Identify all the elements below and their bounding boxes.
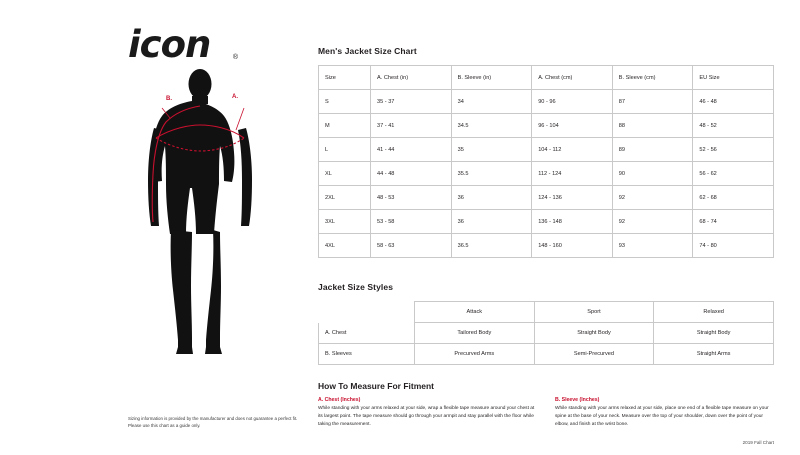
cell-style-sport: Semi-Precurved (534, 344, 654, 365)
cell-style-relaxed: Straight Body (654, 323, 774, 344)
cell-sleeve-in: 34 (451, 90, 532, 114)
footer-chart-version: 2019 Fall Chart (742, 440, 774, 445)
table-row (319, 162, 774, 186)
how-to-measure-sleeve (555, 397, 774, 428)
cell-chest-cm: 112 - 124 (532, 162, 613, 186)
column-header-eu-size: EU Size (693, 66, 774, 90)
cell-sleeve-cm: 89 (612, 138, 693, 162)
cell-size: L (319, 138, 371, 162)
column-header-blank (319, 302, 415, 323)
cell-sleeve-cm: 92 (612, 210, 693, 234)
cell-sleeve-in: 35 (451, 138, 532, 162)
cell-sleeve-in: 34.5 (451, 114, 532, 138)
table-header-row (319, 66, 774, 90)
cell-sleeve-cm: 87 (612, 90, 693, 114)
table-row (319, 210, 774, 234)
cell-chest-cm: 148 - 160 (532, 234, 613, 258)
measurement-label-a: A. (232, 94, 238, 100)
cell-style-attack: Tailored Body (415, 323, 535, 344)
table-header-row (319, 302, 774, 323)
cell-style-relaxed: Straight Arms (654, 344, 774, 365)
right-panel (312, 0, 800, 455)
brand-logo (128, 23, 238, 66)
size-chart-table (318, 65, 774, 258)
cell-sleeve-cm: 90 (612, 162, 693, 186)
measurement-label-b: B. (166, 96, 172, 102)
cell-eu-size: 74 - 80 (693, 234, 774, 258)
cell-style-measure: B. Sleeves (319, 344, 415, 365)
size-styles-title: Jacket Size Styles (318, 282, 394, 292)
cell-eu-size: 52 - 56 (693, 138, 774, 162)
cell-style-sport: Straight Body (534, 323, 654, 344)
disclaimer-text: Sizing information is provided by the manufacturer and does not guarantee a perfect fit. Please use this chart as a guide only. (128, 416, 298, 428)
cell-chest-cm: 136 - 148 (532, 210, 613, 234)
table-row (319, 114, 774, 138)
cell-chest-cm: 90 - 96 (532, 90, 613, 114)
cell-eu-size: 48 - 52 (693, 114, 774, 138)
table-row (319, 323, 774, 344)
column-header-chest-cm: A. Chest (cm) (532, 66, 613, 90)
cell-sleeve-cm: 92 (612, 186, 693, 210)
how-to-chest-heading: A. Chest (Inches) (318, 397, 361, 403)
brand-logo-text: icon (128, 23, 211, 66)
left-panel (0, 0, 310, 455)
spacer (318, 365, 774, 381)
cell-chest-in: 53 - 58 (371, 210, 452, 234)
how-to-measure-title: How To Measure For Fitment (318, 381, 435, 391)
column-header-sport: Sport (534, 302, 654, 323)
cell-sleeve-cm: 93 (612, 234, 693, 258)
cell-sleeve-in: 36 (451, 210, 532, 234)
cell-sleeve-in: 36.5 (451, 234, 532, 258)
cell-size: 4XL (319, 234, 371, 258)
column-header-attack: Attack (415, 302, 535, 323)
cell-style-attack: Precurved Arms (415, 344, 535, 365)
registered-mark: ® (232, 54, 238, 61)
table-row (319, 138, 774, 162)
cell-size: 3XL (319, 210, 371, 234)
cell-chest-in: 48 - 53 (371, 186, 452, 210)
cell-eu-size: 46 - 48 (693, 90, 774, 114)
cell-eu-size: 68 - 74 (693, 210, 774, 234)
column-header-sleeve-cm: B. Sleeve (cm) (612, 66, 693, 90)
how-to-measure-columns (318, 397, 774, 428)
how-to-sleeve-body: While standing with your arms relaxed at your side, place one end of a flexible tape measure on your spine at the base of your neck. Measure over the top of your shoulder, down over the point of your elbow, and finish at the wrist bone. (555, 406, 769, 427)
cell-chest-in: 44 - 48 (371, 162, 452, 186)
table-row (319, 90, 774, 114)
how-to-chest-body: While standing with your arms relaxed at your side, wrap a flexible tape measure around your chest at its largest point. The tape measure should go through your armpit and stay parallel with the floor while taking the measurement. (318, 406, 535, 427)
spacer (318, 258, 774, 282)
column-header-relaxed: Relaxed (654, 302, 774, 323)
cell-chest-in: 37 - 41 (371, 114, 452, 138)
how-to-sleeve-heading: B. Sleeve (Inches) (555, 397, 600, 403)
size-chart-title: Men's Jacket Size Chart (318, 46, 417, 56)
table-row (319, 234, 774, 258)
cell-chest-cm: 96 - 104 (532, 114, 613, 138)
column-header-size: Size (319, 66, 371, 90)
cell-chest-cm: 124 - 136 (532, 186, 613, 210)
cell-eu-size: 56 - 62 (693, 162, 774, 186)
cell-style-measure: A. Chest (319, 323, 415, 344)
cell-sleeve-in: 36 (451, 186, 532, 210)
cell-size: XL (319, 162, 371, 186)
body-figure-illustration (140, 68, 260, 358)
how-to-measure-chest (318, 397, 537, 428)
size-styles-table (318, 301, 774, 365)
cell-size: M (319, 114, 371, 138)
cell-chest-in: 58 - 63 (371, 234, 452, 258)
column-header-chest-in: A. Chest (in) (371, 66, 452, 90)
cell-sleeve-cm: 88 (612, 114, 693, 138)
cell-size: S (319, 90, 371, 114)
cell-chest-in: 41 - 44 (371, 138, 452, 162)
table-row (319, 344, 774, 365)
male-silhouette-icon (140, 68, 260, 358)
cell-chest-in: 35 - 37 (371, 90, 452, 114)
cell-chest-cm: 104 - 112 (532, 138, 613, 162)
table-row (319, 186, 774, 210)
cell-eu-size: 62 - 68 (693, 186, 774, 210)
cell-sleeve-in: 35.5 (451, 162, 532, 186)
cell-size: 2XL (319, 186, 371, 210)
column-header-sleeve-in: B. Sleeve (in) (451, 66, 532, 90)
